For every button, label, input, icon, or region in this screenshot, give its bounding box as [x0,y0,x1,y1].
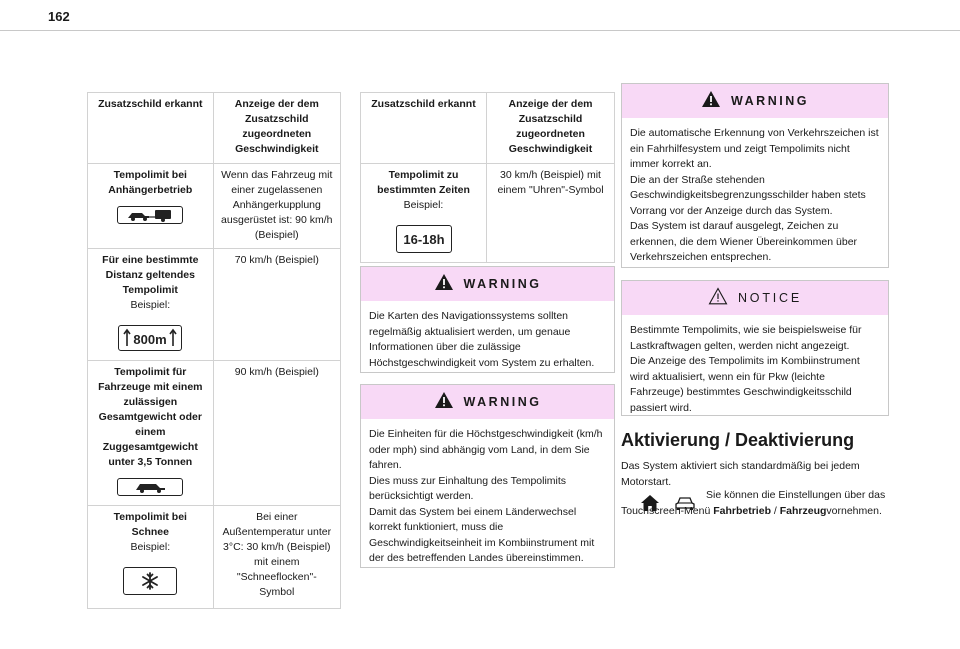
table-row [88,506,341,609]
table-cell [88,164,214,249]
column-header: Zusatzschild erkannt [88,93,214,164]
notice-box [621,280,889,416]
row-example: Beispiel: [130,299,171,311]
table-cell [213,249,340,361]
sign-table-left [87,92,341,609]
warning-title: WARNING [463,277,542,291]
menu-name-fahrzeug: Fahrzeug [779,504,827,517]
display-text: Wenn das Fahrzeug mit einer zugelassenen Anhängerkupplung ausgerüstet ist: 90 km/h (Beispiel) [221,169,333,241]
row-example: Beispiel: [130,541,171,553]
table-cell [213,361,340,506]
time-sign-text: 16-18h [402,232,445,247]
warning-paragraph: Dies muss zur Einhaltung des Tempolimits berücksichtigt werden. [369,474,567,502]
table-cell [487,164,615,263]
section-intro: Das System aktiviert sich standardmäßig bei jedem Motorstart. [621,460,860,488]
table-cell [213,506,340,609]
table-row [88,249,341,361]
notice-title: NOTICE [737,291,803,305]
warning-box-recognition [621,83,889,268]
warning-body [622,118,888,272]
display-text: 70 km/h (Beispiel) [234,254,319,266]
warning-triangle-icon [701,90,721,113]
table-header-row [88,93,341,164]
warning-header [622,84,888,118]
warning-paragraph: Damit das System bei einem Länderwechsel korrekt funktioniert, muss die Geschwindigkeitseinheit im Kombiinstrument mit der des betreffenden Landes übereinstimmen. [369,505,595,564]
warning-header [361,385,614,419]
display-text: 90 km/h (Beispiel) [234,366,319,378]
notice-paragraph: Die Anzeige des Tempolimits im Kombiinstrument wird aktualisiert, wenn ein für Pkw (leichte Fahrzeuge) bestimmtes Geschwindigkeitsschild passiert wird. [630,355,860,414]
notice-body [622,315,888,422]
warning-paragraph: Die Einheiten für die Höchstgeschwindigkeit (km/h oder mph) sind abhängig vom Land, in dem Sie fahren. [369,428,603,471]
warning-body [361,419,614,573]
row-label: Tempolimit bei Anhängerbetrieb [108,169,193,196]
row-label: Tempolimit bei Schnee [113,511,187,538]
trailer-sign-icon [117,206,183,224]
warning-box-navigation [360,266,615,373]
column-header: Zusatzschild erkannt [361,93,487,164]
warning-title: WARNING [463,395,542,409]
section-title: Aktivierung / Deaktivierung [621,430,855,450]
table-row [88,164,341,249]
row-label: Für eine bestimmte Distanz geltendes Tempolimit [102,254,199,296]
column-header: Anzeige der dem Zusatzschild zugeordneten Geschwindigkeit [487,93,615,164]
display-text: 30 km/h (Beispiel) mit einem "Uhren"-Symbol [497,169,604,196]
header-rule [0,30,960,31]
warning-text: Die Karten des Navigationssystems sollten regelmäßig aktualisiert werden, um genaue Informationen über die zulässige Höchstgeschwindigkeit vom System zu erhalten. [369,310,595,369]
menu-name-fahrbetrieb: Fahrbetrieb [713,504,771,517]
snowflake-sign-icon [123,567,177,595]
section-note [621,488,889,519]
warning-paragraph: Die an der Straße stehenden Geschwindigkeitsbegrenzungsschilder haben stets Vorrang vor der Anzeige durch das System. [630,173,866,217]
display-text: Bei einer Außentemperatur unter 3°C: 30 km/h (Beispiel) mit einem "Schneeflocken"-Symbol [222,511,332,598]
warning-triangle-icon [434,391,454,414]
table-cell [88,361,214,506]
row-example: Beispiel: [403,199,444,211]
warning-body [361,301,614,377]
sign-table-middle [360,92,615,263]
page-number: 162 [48,9,70,24]
note-text-end: vornehmen. [826,504,882,517]
row-label: Tempolimit zu bestimmten Zeiten [377,169,470,196]
table-row [361,164,615,263]
table-header-row [361,93,615,164]
distance-sign-icon [118,325,182,351]
time-sign-icon [396,225,452,253]
note-separator: / [770,504,780,517]
warning-paragraph: Die automatische Erkennung von Verkehrszeichen ist ein Fahrhilfesystem und zeigt Tempolimits nicht immer korrekt an. [630,127,879,170]
table-cell [88,506,214,609]
table-cell [213,164,340,249]
warning-title: WARNING [731,94,809,108]
table-cell [361,164,487,263]
distance-sign-text: 800m [133,332,167,347]
table-row [88,361,341,506]
warning-box-units [360,384,615,568]
column-header: Anzeige der dem Zusatzschild zugeordneten Geschwindigkeit [213,93,340,164]
notice-triangle-icon [708,287,728,310]
warning-triangle-icon [434,273,454,296]
warning-paragraph: Das System ist darauf ausgelegt, Zeichen zu erkennen, die dem Wiener Übereinkommen über Verkehrszeichen entsprechen. [630,220,858,263]
notice-paragraph: Bestimmte Tempolimits, wie sie beispielsweise für Lastkraftwagen gelten, werden nicht angezeigt. [630,324,862,352]
car-sign-icon [117,478,183,496]
table-cell [88,249,214,361]
notice-header [622,281,888,315]
row-label: Tempolimit für Fahrzeuge mit einem zulässigen Gesamtgewicht oder einem Zuggesamtgewicht unter 3,5 Tonnen [98,366,203,468]
warning-header [361,267,614,301]
note-text: Sie können die Einstellungen über das Touchscreen-Menü [621,489,886,517]
